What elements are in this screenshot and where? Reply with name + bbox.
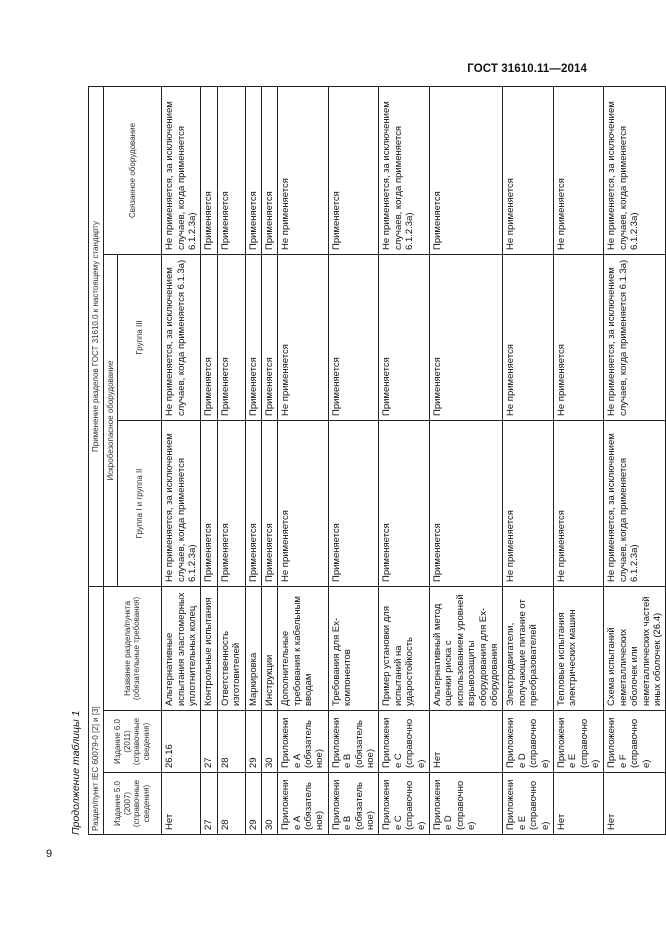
cell-associated: Не применяется (553, 86, 604, 254)
cell-edition-6: Приложение Е (справочное) (553, 711, 604, 773)
cell-edition-5: 27 (201, 773, 217, 835)
table-row (553, 86, 604, 834)
cell-title: Альтернативные испытания эластомерных уплотнительных колец (162, 586, 201, 710)
cell-group-3: Не применяется, за исключением случаев, когда применяется 6.1.3а) (162, 254, 201, 420)
header-explosion-proof-group: Искробезопасное оборудование (103, 254, 118, 586)
cell-group-3: Не применяется, за исключением случаев, когда применяется 6.1.3а) (604, 254, 666, 420)
header-applicability-group: Применение разделов ГОСТ 31610.0 к настоящему стандарту (89, 86, 104, 586)
cell-group-1-2: Не применяется (278, 420, 329, 586)
cell-group-1-2: Не применяется, за исключением случаев, когда применяется 6.1.2.3а) (604, 420, 666, 586)
table-row (217, 86, 245, 834)
cell-group-3: Применяется (261, 254, 277, 420)
cell-edition-6: 26.16 (162, 711, 201, 773)
cell-group-1-2: Применяется (201, 420, 217, 586)
cell-title: Электродвигатели, получающие питание от преобразователей (503, 586, 554, 710)
header-row-1 (89, 86, 104, 834)
table-row (278, 86, 329, 834)
header-group-1-2: Группа I и группа II (118, 420, 162, 586)
cell-group-1-2: Применяется (245, 420, 261, 586)
cell-title: Пример установки для испытаний на ударостойкость (379, 586, 430, 710)
cell-title: Тепловые испытания электрических машин (553, 586, 604, 710)
cell-group-1-2: Применяется (217, 420, 245, 586)
cell-edition-5: Приложение Е (справочное) (503, 773, 554, 835)
cell-group-1-2: Применяется (430, 420, 503, 586)
document-code: ГОСТ 31610.11—2014 (467, 63, 587, 75)
cell-associated: Применяется (328, 86, 379, 254)
cell-group-1-2: Не применяется (553, 420, 604, 586)
cell-group-3: Не применяется (553, 254, 604, 420)
cell-group-1-2: Применяется (328, 420, 379, 586)
cell-edition-6: 30 (261, 711, 277, 773)
cell-group-1-2: Не применяется (503, 420, 554, 586)
table-row (328, 86, 379, 834)
cell-edition-5: Нет (604, 773, 666, 835)
cell-edition-5: 29 (245, 773, 261, 835)
cell-edition-5: Приложение А (обязательное) (278, 773, 329, 835)
cell-group-3: Не применяется (278, 254, 329, 420)
cell-edition-6: 29 (245, 711, 261, 773)
cell-group-3: Применяется (217, 254, 245, 420)
cell-edition-6: Приложение F (справочное) (604, 711, 666, 773)
cell-group-3: Применяется (430, 254, 503, 420)
cell-associated: Применяется (201, 86, 217, 254)
page-number: 9 (46, 848, 53, 860)
cell-group-1-2: Не применяется, за исключением случаев, когда применяется 6.1.2.3а) (162, 420, 201, 586)
cell-associated: Не применяется (278, 86, 329, 254)
applicability-table (88, 86, 666, 835)
cell-edition-6: Приложение В (обязательное) (328, 711, 379, 773)
header-group-3: Группа III (118, 254, 162, 420)
cell-edition-5: Нет (162, 773, 201, 835)
cell-edition-6: Нет (430, 711, 503, 773)
cell-edition-5: 30 (261, 773, 277, 835)
cell-edition-5: 28 (217, 773, 245, 835)
cell-associated: Применяется (261, 86, 277, 254)
header-edition-5: Издание 5.0 (2007) (справочные сведения) (103, 773, 162, 835)
table-row (604, 86, 666, 834)
table-row (245, 86, 261, 834)
header-associated-equipment: Связанное оборудование (103, 86, 162, 254)
cell-title: Дополнительные требования к кабельным вводам (278, 586, 329, 710)
cell-edition-6: 27 (201, 711, 217, 773)
cell-group-3: Применяется (379, 254, 430, 420)
cell-associated: Не применяется, за исключением случаев, когда применяется 6.1.2.3а) (604, 86, 666, 254)
cell-title: Ответственность изготовителей (217, 586, 245, 710)
cell-group-1-2: Применяется (261, 420, 277, 586)
cell-edition-6: 28 (217, 711, 245, 773)
cell-group-3: Применяется (328, 254, 379, 420)
cell-associated: Применяется (245, 86, 261, 254)
cell-edition-5: Приложение D (справочное) (430, 773, 503, 835)
table-row (430, 86, 503, 834)
cell-title: Инструкции (261, 586, 277, 710)
cell-edition-6: Приложение С (справочное) (379, 711, 430, 773)
cell-associated: Не применяется, за исключением случаев, когда применяется 6.1.2.3а) (162, 86, 201, 254)
cell-group-3: Применяется (201, 254, 217, 420)
header-row-2 (103, 86, 118, 834)
cell-edition-5: Приложение В (обязательное) (328, 773, 379, 835)
cell-title: Схема испытаний неметаллических оболочек или неметаллических частей иных оболочек (26.4) (604, 586, 666, 710)
cell-edition-5: Нет (553, 773, 604, 835)
table-row (261, 86, 277, 834)
cell-edition-6: Приложение D (справочное) (503, 711, 554, 773)
cell-associated: Не применяется (503, 86, 554, 254)
table-row (201, 86, 217, 834)
cell-group-1-2: Применяется (379, 420, 430, 586)
table-row (503, 86, 554, 834)
cell-group-3: Применяется (245, 254, 261, 420)
cell-title: Контрольные испытания (201, 586, 217, 710)
cell-edition-6: Приложение А (обязательное) (278, 711, 329, 773)
table-row (162, 86, 201, 834)
cell-associated: Применяется (430, 86, 503, 254)
cell-edition-5: Приложение С (справочное) (379, 773, 430, 835)
header-sections-group: Раздел/пункт IEC 60079-0 [2] и [3] (89, 586, 104, 834)
cell-title: Маркировка (245, 586, 261, 710)
header-edition-6: Издание 6.0 (2011) (справочные сведения) (103, 711, 162, 773)
cell-associated: Не применяется, за исключением случаев, когда применяется 6.1.2.3а) (379, 86, 430, 254)
table-caption: Продолжение таблицы 1 (70, 710, 82, 835)
cell-title: Альтернативный метод оценки риска с использованием уровней взрывозащиты оборудования для Ex-оборудования (430, 586, 503, 710)
header-section-title: Название раздела/пункта (обязательные требования) (103, 586, 162, 710)
cell-associated: Применяется (217, 86, 245, 254)
rotated-page-content (70, 87, 664, 835)
table-row (379, 86, 430, 834)
cell-group-3: Не применяется (503, 254, 554, 420)
cell-title: Требования для Ex-компонентов (328, 586, 379, 710)
